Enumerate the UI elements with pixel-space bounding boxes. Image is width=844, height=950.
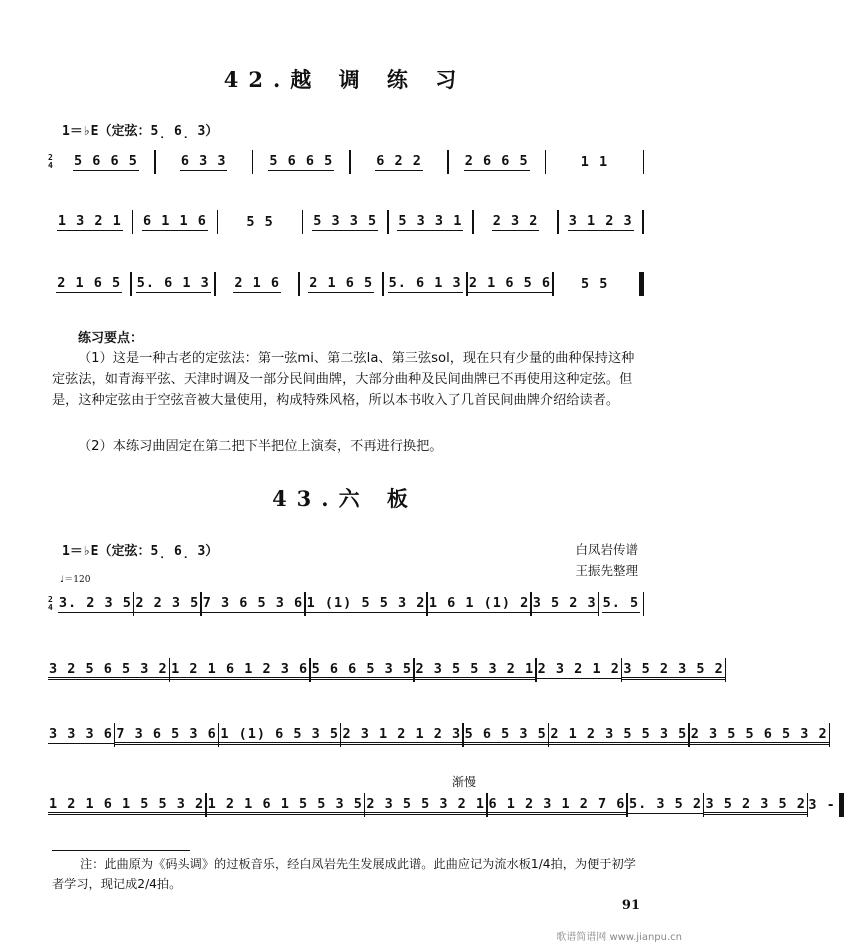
section-43-key-signature: 1＝♭E（定弦：5̣ 6̣ 3） bbox=[62, 544, 219, 559]
score-system-43-1 bbox=[48, 592, 644, 616]
measure: 1 (1) 5 5 3 2 bbox=[306, 595, 426, 611]
section-42-title: 42.越 调 练 习 bbox=[223, 67, 467, 92]
measure: 2 1 6 5 6 bbox=[468, 275, 551, 291]
measure: 2 3 5 5 6 5 3 2 bbox=[690, 723, 829, 747]
section-42-key-signature: 1＝♭E（定弦：5̣ 6̣ 3） bbox=[62, 124, 219, 139]
measure: 2 3 2 bbox=[492, 213, 539, 229]
measure: 5 5 bbox=[246, 214, 274, 230]
watermark: 歌谱简谱网 www.jianpu.cn bbox=[556, 932, 682, 943]
measure: 5 5 bbox=[581, 276, 609, 292]
measure: 3 3 3 6 bbox=[49, 726, 113, 742]
score-system-42-3 bbox=[48, 272, 644, 296]
score-system-43-4 bbox=[48, 793, 836, 817]
measure: 2 1 6 5 bbox=[57, 275, 122, 291]
time-signature: 2 4 bbox=[48, 153, 54, 170]
measure: 1 2 1 6 1 2 3 6 bbox=[170, 658, 309, 682]
tempo-marking: ♩＝120 bbox=[60, 575, 91, 585]
final-barline bbox=[639, 272, 644, 296]
measure: 2 1 2 3 5 5 3 5 bbox=[549, 723, 688, 747]
measure: 1 6 1 (1) 2 bbox=[428, 595, 530, 611]
measure: 5 6 6 5 bbox=[269, 153, 334, 169]
footnote-rule bbox=[52, 850, 190, 851]
measure: 1 2 1 6 1 5 5 3 5 bbox=[207, 793, 364, 817]
measure: 5 3 3 1 bbox=[398, 213, 463, 229]
measure: 5 6 5 3 5 bbox=[464, 723, 548, 747]
section-43-title: 43.六 板 bbox=[272, 486, 418, 511]
measure: 5. 6 1 3 bbox=[388, 275, 462, 291]
measure: 2 1 6 5 bbox=[309, 275, 374, 291]
measure: 2 6 6 5 bbox=[464, 153, 529, 169]
score-system-43-2 bbox=[48, 658, 724, 682]
measure: 7 3 6 5 3 6 bbox=[202, 595, 304, 611]
measure: 1 2 1 6 1 5 5 3 2 bbox=[48, 793, 205, 817]
measure: 5. 6 1 3 bbox=[136, 275, 210, 291]
measure: 3 5 2 3 5 2 bbox=[704, 793, 806, 817]
measure: 1 1 bbox=[580, 154, 609, 170]
measure: 6 3 3 bbox=[180, 153, 227, 169]
score-system-42-2 bbox=[48, 210, 644, 234]
practice-note-1: （1）这是一种古老的定弦法：第一弦mi、第二弦la、第三弦sol，现在只有少量的曲种保持这种定弦法，如青海平弦、天津时调及一部分民间曲牌，大部分曲种及民间曲牌已不再使用这种定弦。但是，这种定弦由于空弦音被大量使用，构成特殊风格，所以本书收入了几首民间曲牌介绍给读者。 bbox=[52, 351, 635, 408]
measure: 3. 2 3 5 bbox=[58, 595, 132, 611]
measure: 3 - bbox=[808, 797, 836, 813]
measure: 5. 3 5 2 bbox=[628, 796, 702, 812]
measure: 6 1 2 3 1 2 7 6 bbox=[488, 793, 627, 817]
score-system-43-3 bbox=[48, 723, 828, 747]
measure: 2 2 3 5 bbox=[135, 595, 200, 611]
score-system-42-1 bbox=[48, 150, 644, 174]
measure: 5. 5 bbox=[602, 595, 640, 611]
measure: 3 5 2 3 bbox=[532, 595, 597, 611]
transmitted-by: 白凤岩传谱 bbox=[575, 542, 638, 557]
final-barline bbox=[839, 793, 844, 817]
measure: 3 1 2 3 bbox=[568, 213, 633, 229]
measure: 2 3 1 2 1 2 3 bbox=[341, 723, 462, 747]
measure: 2 3 2 1 2 bbox=[537, 661, 620, 677]
footnote: 注：此曲原为《码头调》的过板音乐，经白凤岩先生发展成此谱。此曲应记为流水板1/4拍，为便于初学者学习，现记成2/4拍。 bbox=[52, 857, 636, 891]
practice-notes-heading: 练习要点： bbox=[78, 331, 144, 346]
measure: 1 (1) 6 5 3 5 bbox=[219, 723, 340, 747]
measure: 7 3 6 5 3 6 bbox=[115, 723, 217, 747]
measure: 2 3 5 5 3 2 1 bbox=[365, 793, 486, 817]
measure: 5 3 3 5 bbox=[313, 213, 378, 229]
measure: 3 2 5 6 5 3 2 bbox=[48, 658, 169, 682]
measure: 2 1 6 bbox=[234, 275, 280, 291]
measure: 5 6 6 5 3 5 bbox=[311, 658, 413, 682]
ritardando-marking: 渐慢 bbox=[452, 775, 477, 789]
measure: 5 6 6 5 bbox=[73, 153, 138, 169]
time-signature: 2 4 bbox=[48, 595, 54, 612]
page-number: 91 bbox=[621, 898, 640, 913]
arranged-by: 王振先整理 bbox=[575, 563, 638, 578]
measure: 6 1 1 6 bbox=[143, 213, 207, 229]
measure: 2 3 5 5 3 2 1 bbox=[415, 658, 536, 682]
measure: 3 5 2 3 5 2 bbox=[622, 658, 724, 682]
practice-note-2: （2）本练习曲固定在第二把下半把位上演奏，不再进行换把。 bbox=[78, 439, 443, 454]
measure: 6 2 2 bbox=[376, 153, 422, 169]
measure: 1 3 2 1 bbox=[57, 213, 122, 229]
